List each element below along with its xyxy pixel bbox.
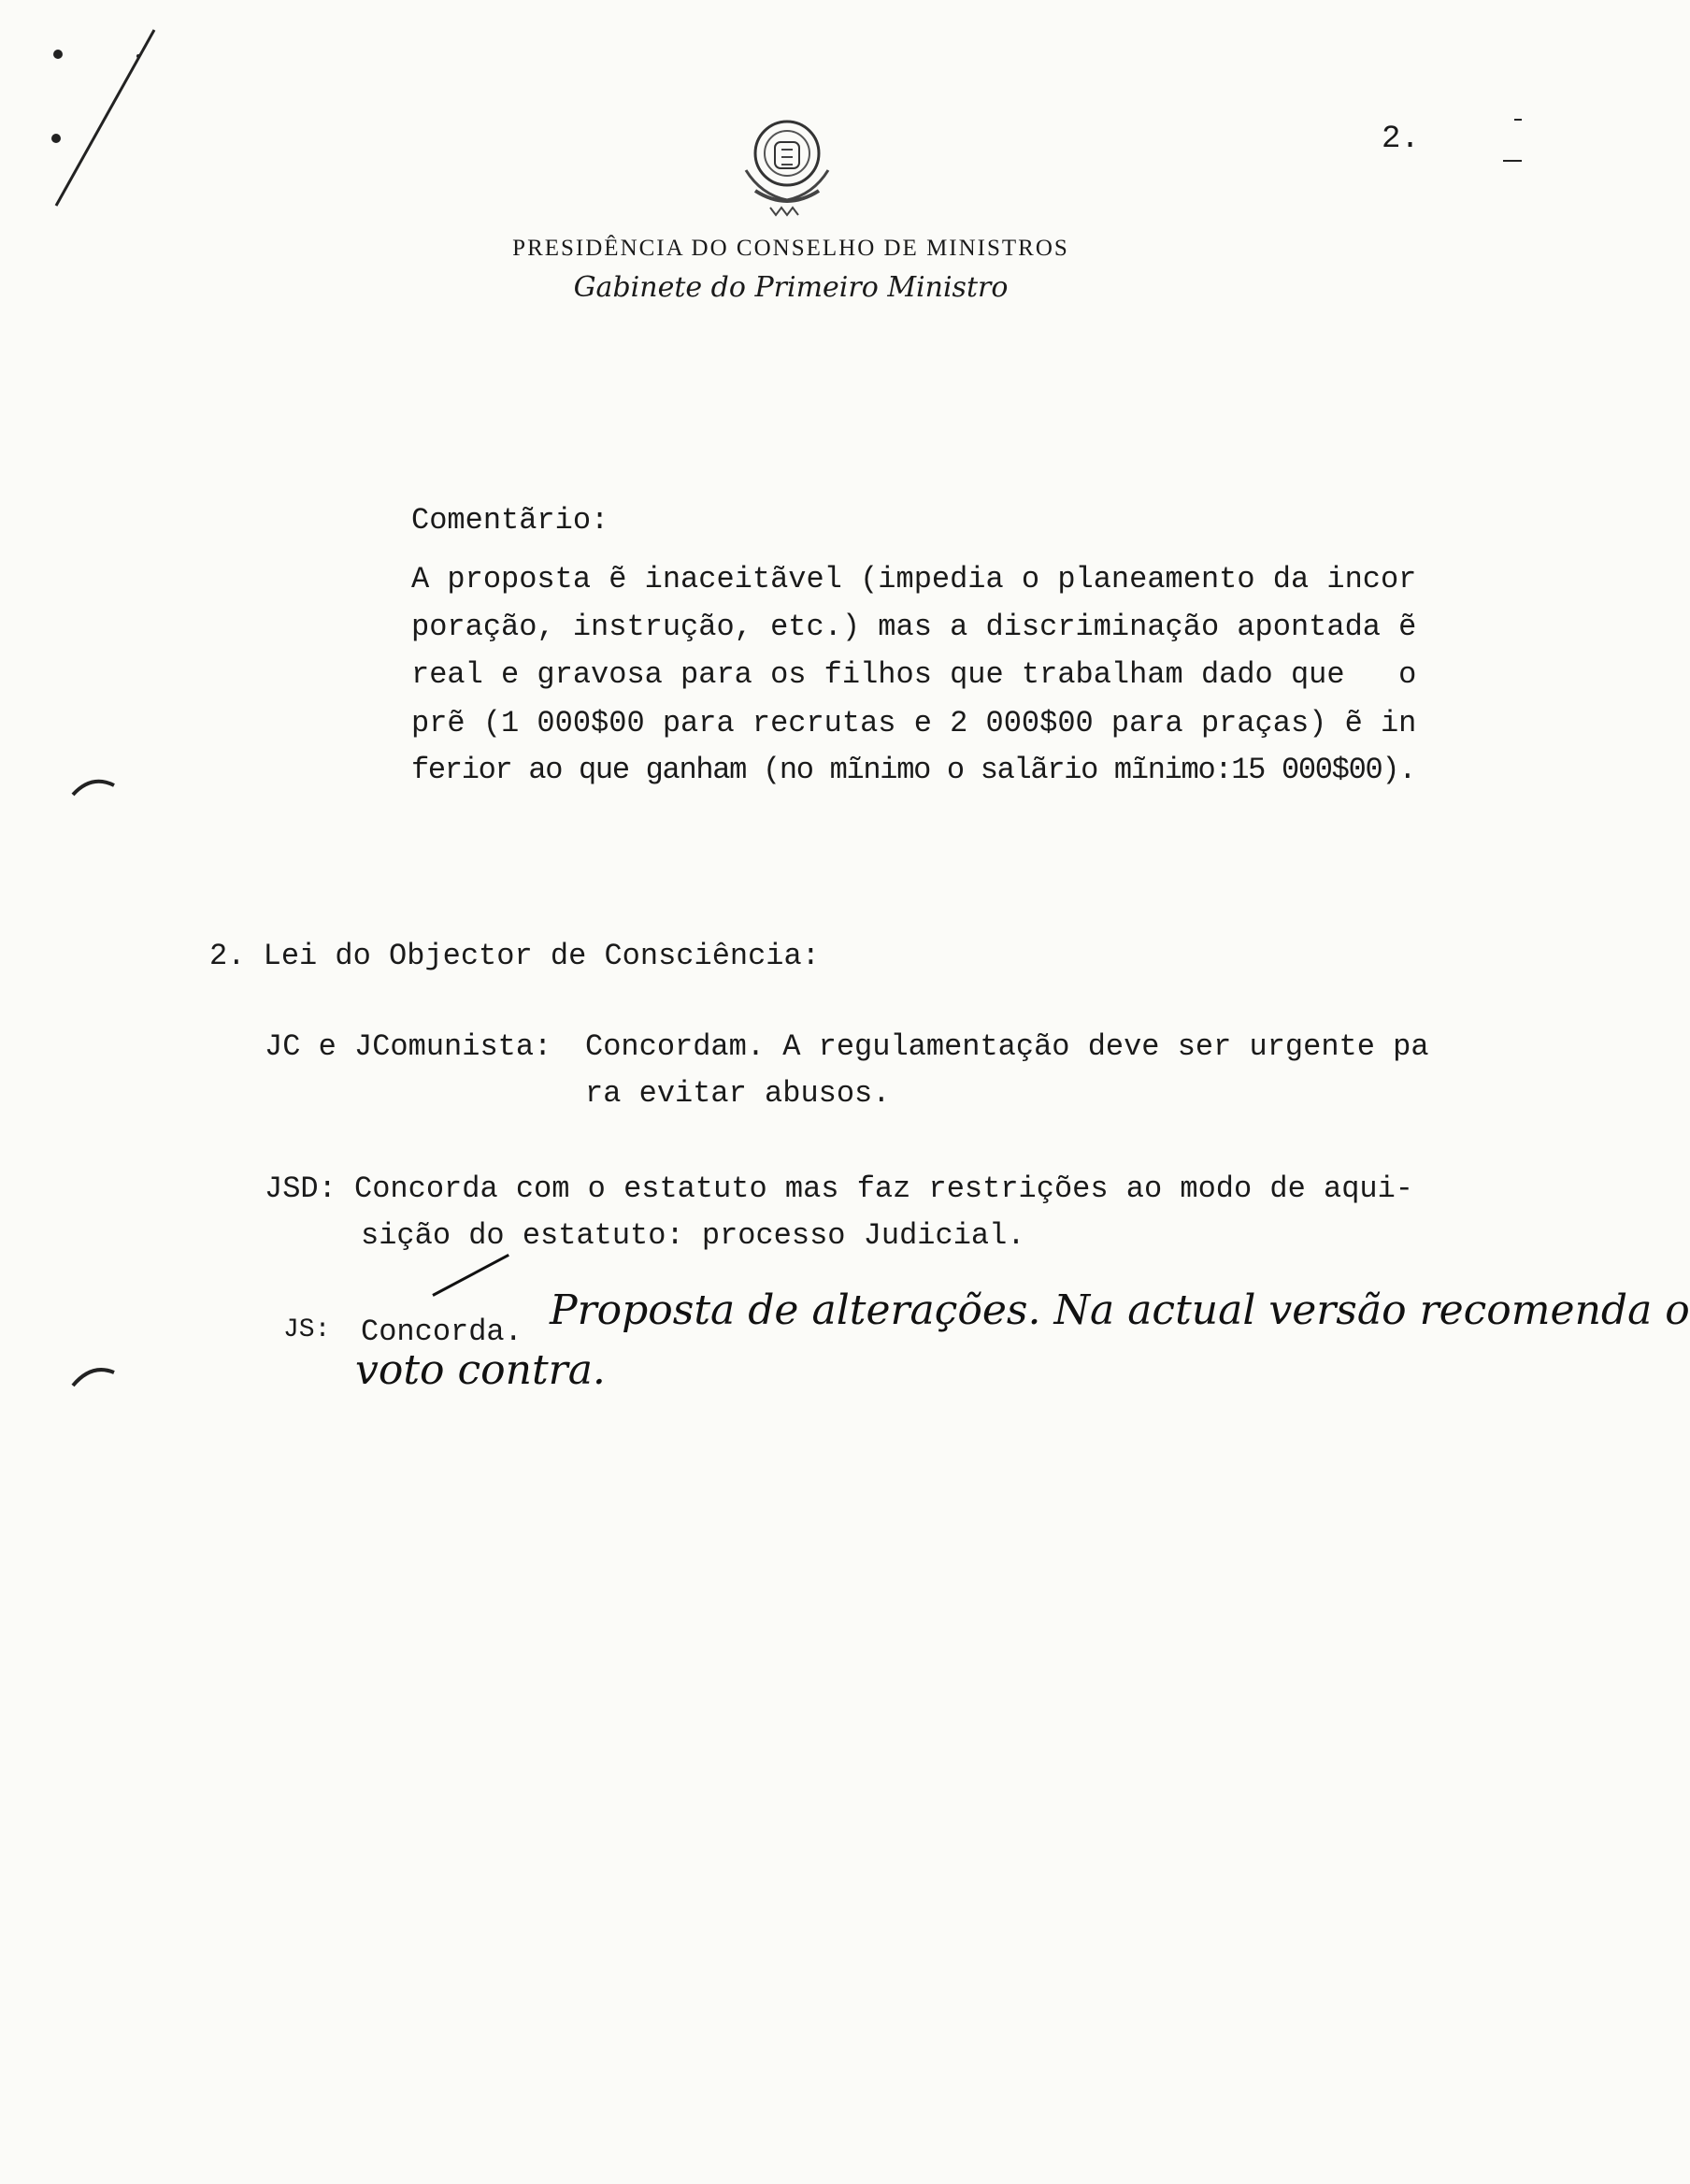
comment-heading: Comentãrio: [411, 503, 609, 538]
coat-of-arms-emblem-icon [733, 114, 845, 226]
margin-bracket-mark [65, 769, 122, 806]
office-header: PRESIDÊNCIA DO CONSELHO DE MINISTROS [512, 236, 1069, 261]
jc-text: ra evitar abusos. [585, 1076, 891, 1111]
jc-label: JC e JComunista: [265, 1029, 552, 1064]
margin-pen-stroke-mark [19, 19, 168, 215]
office-subheader: Gabinete do Primeiro Ministro [573, 271, 1009, 304]
js-label: JS: [283, 1315, 331, 1344]
handwritten-strikethrough [432, 1254, 509, 1297]
comment-line: A proposta ẽ inaceitãvel (impedia o planeamento da incor [411, 562, 1417, 596]
edge-dash-mark [1499, 112, 1525, 168]
jsd-text: sição do estatuto: processo Judicial. [361, 1218, 1025, 1253]
handwritten-annotation: Proposta de alterações. Na actual versão recomenda o [550, 1286, 1690, 1334]
comment-line: poração, instrução, etc.) mas a discriminação apontada ẽ [411, 610, 1417, 644]
margin-bracket-mark [65, 1358, 122, 1395]
js-typed-text: Concorda. [361, 1315, 523, 1349]
comment-line: ferior ao que ganham (no mĩnimo o salãrio mĩnimo:15 000$00). [411, 753, 1416, 787]
jsd-text: JSD: Concorda com o estatuto mas faz restrições ao modo de aqui- [265, 1171, 1413, 1206]
comment-line: real e gravosa para os filhos que trabalham dado que o [411, 657, 1417, 692]
jc-text: Concordam. A regulamentação deve ser urgente pa [585, 1029, 1429, 1064]
comment-line: prẽ (1 000$00 para recrutas e 2 000$00 para praças) ẽ in [411, 706, 1417, 740]
handwritten-annotation: voto contra. [355, 1346, 606, 1394]
section-title: 2. Lei do Objector de Consciência: [209, 939, 820, 973]
page-number: 2. [1382, 122, 1420, 157]
